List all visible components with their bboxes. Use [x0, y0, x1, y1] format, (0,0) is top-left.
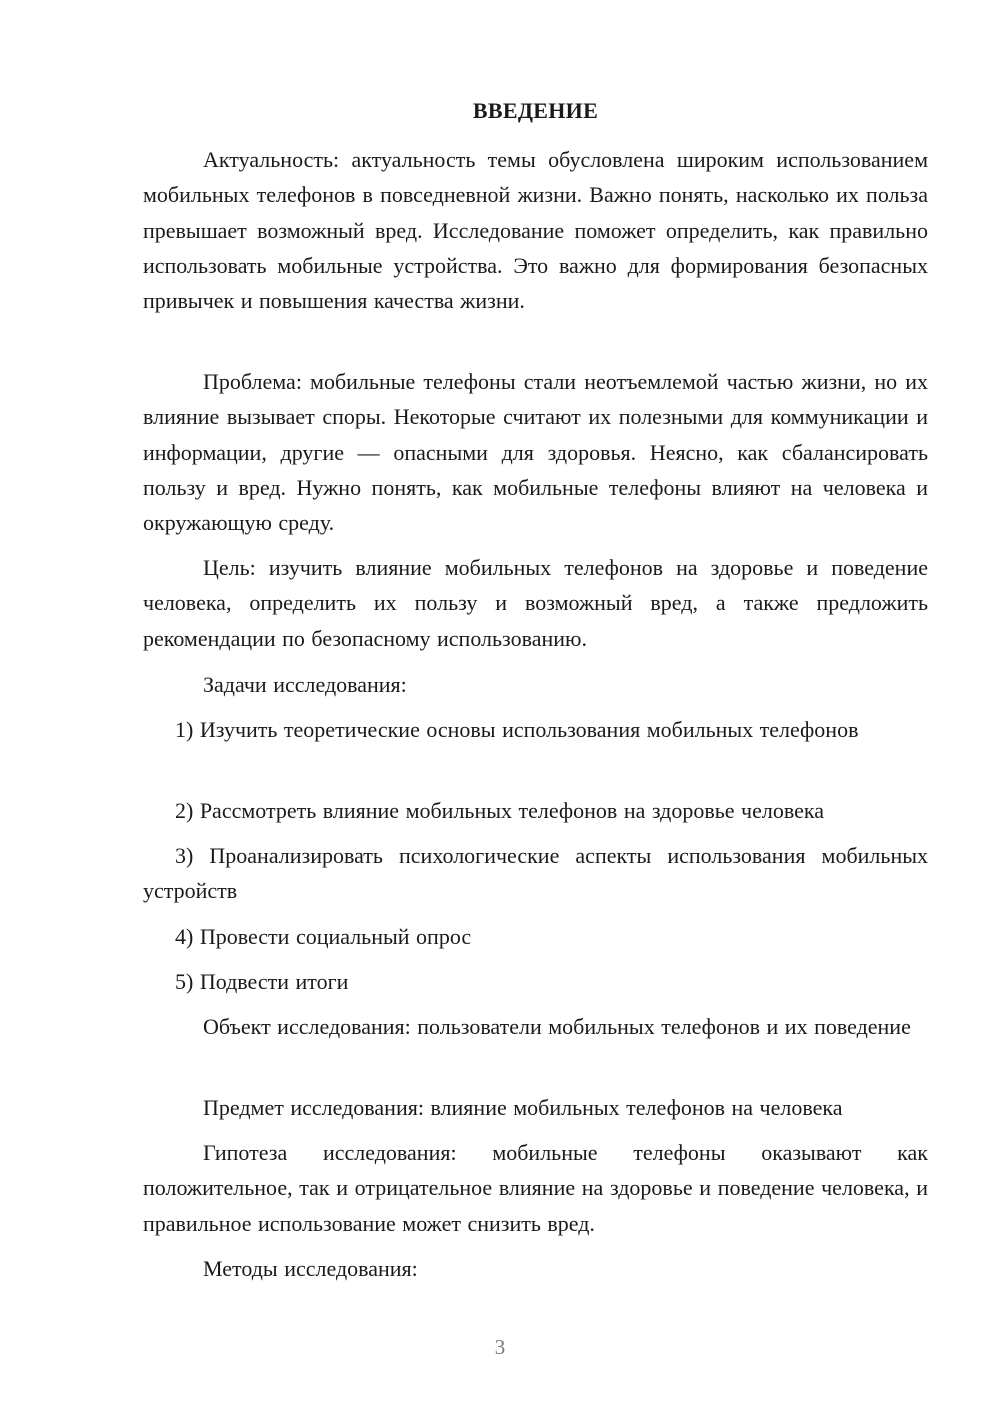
- goal-paragraph: Цель: изучить влияние мобильных телефонов на здоровье и поведение человека, определить их пользу и возможный вред, а также предложить рекомендации по безопасному использованию.: [143, 555, 928, 651]
- page-title: ВВЕДЕНИЕ: [472, 98, 599, 123]
- task-item-2: 2) Рассмотреть влияние мобильных телефонов на здоровье человека: [175, 798, 824, 823]
- object-paragraph: Объект исследования: пользователи мобильных телефонов и их поведение: [203, 1014, 911, 1039]
- hypothesis-paragraph: Гипотеза исследования: мобильные телефоны оказывают как положительное, так и отрицательное влияние на здоровье и поведение человека, и правильное использование может снизить вред.: [143, 1140, 928, 1236]
- page-number: 3: [494, 1335, 506, 1359]
- task-item-3: 3) Проанализировать психологические аспекты использования мобильных устройств: [143, 843, 928, 904]
- methods-heading: Методы исследования:: [203, 1256, 418, 1281]
- task-item-1: 1) Изучить теоретические основы использования мобильных телефонов: [175, 717, 859, 742]
- document-page: [143, 0, 928, 1414]
- task-item-5: 5) Подвести итоги: [175, 969, 349, 994]
- tasks-heading: Задачи исследования:: [203, 672, 407, 697]
- subject-paragraph: Предмет исследования: влияние мобильных телефонов на человека: [203, 1095, 843, 1120]
- task-item-4: 4) Провести социальный опрос: [175, 924, 472, 949]
- problem-paragraph: Проблема: мобильные телефоны стали неотъемлемой частью жизни, но их влияние вызывает споры. Некоторые считают их полезными для коммуникации и информации, другие — опасными для здоровья. Неясно, как сбалансировать пользу и вред. Нужно понять, как мобильные телефоны влияют на человека и окружающую среду.: [143, 369, 928, 536]
- relevance-paragraph: Актуальность: актуальность темы обусловлена широким использованием мобильных телефонов в повседневной жизни. Важно понять, насколько их польза превышает возможный вред. Исследование поможет определить, как правильно использовать мобильные устройства. Это важно для формирования безопасных привычек и повышения качества жизни.: [143, 147, 928, 314]
